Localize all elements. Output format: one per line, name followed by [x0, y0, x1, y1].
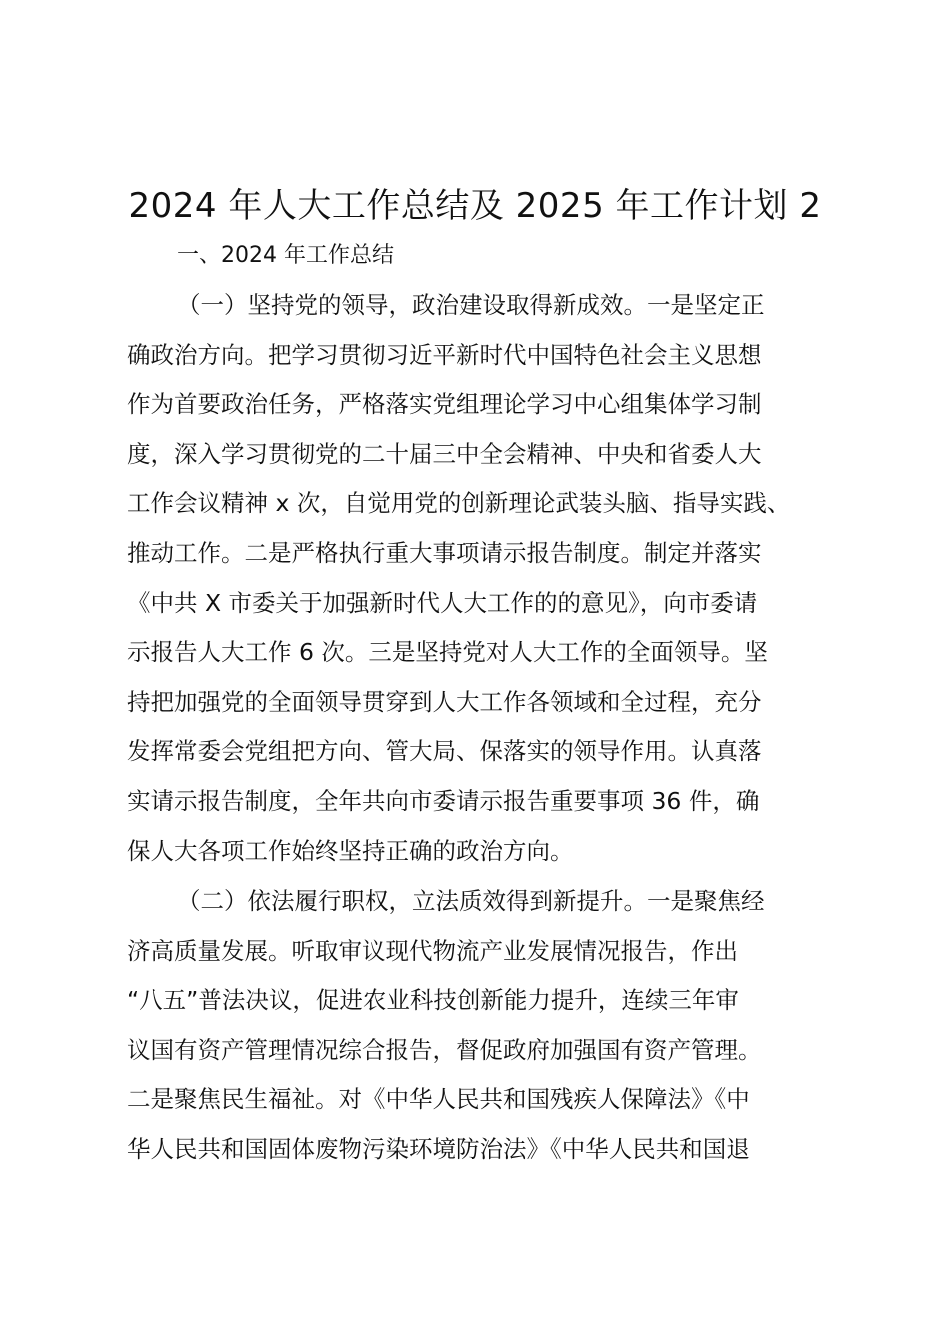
text-line: 二是聚焦民生福祉。对《中华人民共和国残疾人保障法》《中 [127, 1085, 750, 1114]
text-line: 示报告人大工作 6 次。三是坚持党对人大工作的全面领导。坚 [127, 638, 768, 667]
text-line: 实请示报告制度，全年共向市委请示报告重要事项 36 件，确 [127, 786, 760, 815]
text-line: （二）依法履行职权，立法质效得到新提升。一是聚焦经 [177, 887, 765, 915]
text-line: 持把加强党的全面领导贯穿到人大工作各领域和全过程，充分 [127, 687, 762, 716]
paragraph-2 [127, 877, 847, 1175]
text-line: “八五”普法决议，促进农业科技创新能力提升，连续三年审 [127, 986, 739, 1015]
text-line: 工作会议精神 x 次，自觉用党的创新理论武装头脑、指导实践、 [127, 489, 791, 518]
section-heading: 一、2024 年工作总结 [177, 243, 394, 268]
paragraph-1 [127, 281, 847, 876]
text-line: 作为首要政治任务，严格落实党组理论学习中心组集体学习制 [127, 390, 762, 419]
text-line: 《中共 X 市委关于加强新时代人大工作的的意见》，向市委请 [127, 588, 758, 617]
text-line: （一）坚持党的领导，政治建设取得新成效。一是坚定正 [177, 291, 765, 319]
text-line: 保人大各项工作始终坚持正确的政治方向。 [127, 836, 574, 865]
text-line: 发挥常委会党组把方向、管大局、保落实的领导作用。认真落 [127, 737, 762, 766]
text-line: 议国有资产管理情况综合报告，督促政府加强国有资产管理。 [127, 1035, 762, 1064]
text-line: 济高质量发展。听取审议现代物流产业发展情况报告，作出 [127, 936, 738, 965]
text-line: 推动工作。二是严格执行重大事项请示报告制度。制定并落实 [127, 538, 762, 567]
text-line: 度，深入学习贯彻党的二十届三中全会精神、中央和省委人大 [127, 439, 762, 468]
text-line: 确政治方向。把学习贯彻习近平新时代中国特色社会主义思想 [127, 340, 762, 369]
document-title: 2024 年人大工作总结及 2025 年工作计划 2 [128, 186, 822, 226]
text-line: 华人民共和国固体废物污染环境防治法》《中华人民共和国退 [127, 1134, 750, 1163]
